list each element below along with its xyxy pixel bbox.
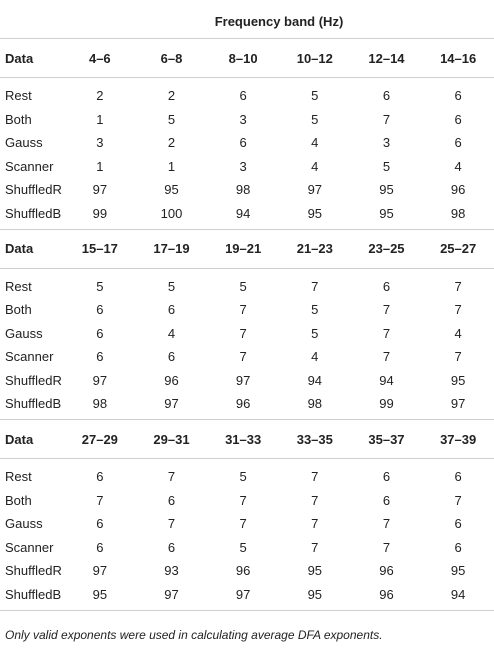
row-label: ShuffledR [5,182,62,198]
table-cell: 1 [167,158,176,174]
table-cell: 98 [64,392,136,420]
table-cell: 97 [92,182,108,198]
column-header-band: 17–19 [136,229,208,268]
row-label: Rest [5,278,32,294]
table-cell: 1 [96,111,104,127]
table-row [0,459,494,489]
table-cell: 4 [454,158,462,174]
table-cell: 6 [167,349,176,365]
table-cell: 2 [96,88,104,104]
table-cell: 6 [382,492,391,508]
row-label: ShuffledB [0,392,64,420]
table-cell: 97 [422,392,494,420]
row-label: Both [5,302,32,318]
table-cell: 5 [239,469,247,485]
table-footnote: Only valid exponents were used in calculating average DFA exponents. [5,628,383,642]
table-cell: 4 [311,135,319,151]
table-cell: 93 [164,563,179,579]
table-row [0,268,494,298]
column-header-band: 33–35 [279,420,351,459]
table-cell: 97 [235,372,251,388]
table-cell: 6 [167,539,176,555]
table-cell: 98 [422,202,494,230]
table-cell: 7 [239,302,247,318]
table-cell: 100 [136,202,208,230]
table-cell: 6 [167,302,176,318]
table-row [0,345,494,369]
table-cell: 5 [311,302,319,318]
table-cell: 95 [64,583,136,611]
column-header-band: 14–16 [422,39,494,78]
table-cell: 96 [164,372,179,388]
table-cell: 7 [382,302,391,318]
row-label: Scanner [5,349,54,365]
table-cell: 99 [64,202,136,230]
table-cell: 96 [379,563,394,579]
table-cell: 6 [239,88,247,104]
row-label: Scanner [5,539,54,555]
column-header-data: Data [0,39,64,78]
table-cell: 3 [239,158,247,174]
table-cell: 6 [454,135,462,151]
table-cell: 6 [96,539,104,555]
table-cell: 2 [167,88,176,104]
table-cell: 7 [382,349,391,365]
column-header-band: 29–31 [136,420,208,459]
row-label: Scanner [5,158,54,174]
table-row [0,536,494,560]
table-cell: 7 [454,349,462,365]
table-cell: 97 [92,563,108,579]
column-header-band: 8–10 [207,39,279,78]
row-label: Both [5,492,32,508]
table-cell: 95 [450,563,466,579]
table-cell: 97 [92,372,108,388]
row-label: Both [5,111,32,127]
table-cell: 7 [239,349,247,365]
table-cell: 4 [454,325,462,341]
table-cell: 6 [382,469,391,485]
column-header-band: 4–6 [64,39,136,78]
table-cell: 96 [207,392,279,420]
row-label: ShuffledR [5,372,62,388]
table-cell: 7 [239,516,247,532]
row-label: Gauss [5,325,43,341]
header-row [0,229,494,268]
table-cell: 95 [307,563,323,579]
table-cell: 5 [167,111,176,127]
table-cell: 7 [311,469,319,485]
column-header-band: 27–29 [64,420,136,459]
column-header-band: 23–25 [351,229,423,268]
table-cell: 3 [382,135,391,151]
column-header-band: 21–23 [279,229,351,268]
table-cell: 5 [96,278,104,294]
row-label: Gauss [5,516,43,532]
table-cell: 6 [454,111,462,127]
table-cell: 6 [239,135,247,151]
table-cell: 5 [382,158,391,174]
super-header: Frequency band (Hz) [0,4,494,39]
table-cell: 6 [167,492,176,508]
column-header-band: 12–14 [351,39,423,78]
table-cell: 6 [96,516,104,532]
table-cell: 7 [382,325,391,341]
row-label: ShuffledR [5,563,62,579]
header-row [0,39,494,78]
table-cell: 7 [382,539,391,555]
column-header-band: 10–12 [279,39,351,78]
table-cell: 97 [207,583,279,611]
table-cell: 7 [311,539,319,555]
row-label: Gauss [5,135,43,151]
table-cell: 5 [311,88,319,104]
row-label: ShuffledB [0,202,64,230]
table-row [0,178,494,202]
table-row [0,489,494,513]
table-cell: 7 [311,492,319,508]
table-cell: 5 [239,539,247,555]
table-cell: 97 [136,583,208,611]
table-cell: 7 [311,516,319,532]
table-cell: 6 [96,469,104,485]
table-row [0,202,494,230]
table-cell: 6 [454,88,462,104]
table-cell: 7 [454,278,462,294]
table-cell: 7 [96,492,104,508]
column-header-band: 15–17 [64,229,136,268]
table-cell: 96 [235,563,251,579]
table-cell: 7 [167,516,176,532]
table-cell: 97 [136,392,208,420]
table-cell: 95 [279,202,351,230]
table-row [0,583,494,611]
table-row [0,322,494,346]
table-cell: 7 [311,278,319,294]
table-cell: 5 [167,278,176,294]
table-cell: 94 [379,372,394,388]
row-label: Rest [5,469,32,485]
table-cell: 99 [351,392,423,420]
table-cell: 4 [311,158,319,174]
table-cell: 98 [235,182,251,198]
table-row [0,131,494,155]
column-header-band: 31–33 [207,420,279,459]
table-cell: 95 [379,182,394,198]
table-row [0,392,494,420]
column-header-band: 6–8 [136,39,208,78]
table-cell: 7 [382,516,391,532]
table-cell: 7 [382,111,391,127]
table-cell: 94 [307,372,323,388]
table-cell: 6 [454,539,462,555]
table-cell: 3 [239,111,247,127]
table-cell: 6 [96,349,104,365]
table-cell: 95 [279,583,351,611]
super-header-row [0,4,494,39]
row-label: Rest [5,88,32,104]
table-cell: 1 [96,158,104,174]
table-cell: 94 [207,202,279,230]
table-cell: 6 [454,469,462,485]
table-cell: 5 [239,278,247,294]
table-cell: 6 [96,325,104,341]
table-cell: 97 [307,182,323,198]
table-cell: 96 [351,583,423,611]
table-cell: 6 [382,278,391,294]
table-cell: 5 [311,111,319,127]
column-header-band: 25–27 [422,229,494,268]
table-cell: 96 [450,182,466,198]
table-cell: 7 [239,325,247,341]
table-row [0,108,494,132]
table-row [0,298,494,322]
table-cell: 7 [239,492,247,508]
table-row [0,559,494,583]
table-cell: 94 [422,583,494,611]
table-row [0,369,494,393]
row-label: ShuffledB [0,583,64,611]
table-cell: 5 [311,325,319,341]
column-header-data: Data [0,420,64,459]
table-cell: 6 [454,516,462,532]
table-cell: 7 [454,302,462,318]
table-cell: 6 [382,88,391,104]
table-cell: 6 [96,302,104,318]
table-cell: 95 [164,182,179,198]
table-cell: 98 [279,392,351,420]
table-cell: 95 [351,202,423,230]
header-row [0,420,494,459]
table-cell: 4 [167,325,176,341]
table-cell: 7 [454,492,462,508]
table-cell: 7 [167,469,176,485]
table-cell: 2 [167,135,176,151]
table-row [0,512,494,536]
column-header-data: Data [0,229,64,268]
column-header-band: 19–21 [207,229,279,268]
table-cell: 3 [96,135,104,151]
column-header-band: 37–39 [422,420,494,459]
table-row [0,78,494,108]
column-header-band: 35–37 [351,420,423,459]
table-row [0,155,494,179]
table-cell: 4 [311,349,319,365]
table-cell: 95 [450,372,466,388]
